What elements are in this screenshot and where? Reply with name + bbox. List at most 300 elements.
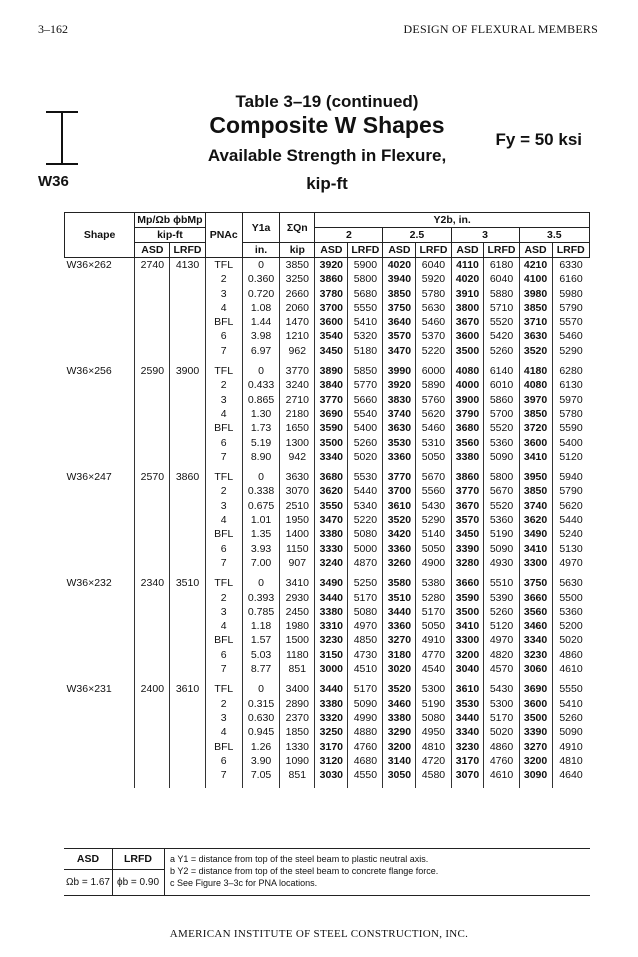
value-cell: 3570	[383, 329, 416, 343]
value-cell: 0.720	[242, 287, 279, 301]
pna-cell: BFL	[205, 527, 242, 541]
value-cell: 3410	[280, 576, 315, 590]
value-cell: 3670	[451, 499, 484, 513]
value-cell: 8.77	[242, 662, 279, 682]
pna-cell: 4	[205, 513, 242, 527]
pna-cell: 4	[205, 407, 242, 421]
value-cell: 3460	[383, 697, 416, 711]
value-cell: 6040	[416, 258, 451, 273]
value-cell: 5340	[348, 499, 383, 513]
value-cell: 5940	[552, 470, 589, 484]
legend-lrfd: LRFD	[112, 849, 165, 869]
value-cell: 4860	[484, 740, 519, 754]
header-sumqn: ΣQn	[280, 213, 315, 243]
value-cell: 4970	[348, 619, 383, 633]
value-cell: 3030	[315, 768, 348, 788]
value-cell: 3400	[280, 682, 315, 696]
value-cell: 1950	[280, 513, 315, 527]
value-cell: 5140	[416, 527, 451, 541]
table-row	[65, 272, 590, 286]
value-cell: 5310	[416, 436, 451, 450]
value-cell: 3520	[383, 682, 416, 696]
value-cell: 5090	[484, 542, 519, 556]
value-cell: 3860	[170, 470, 205, 484]
value-cell: 5520	[484, 499, 519, 513]
value-cell: 7.05	[242, 768, 279, 788]
pna-cell: 2	[205, 378, 242, 392]
value-cell: 5700	[484, 407, 519, 421]
value-cell: 3470	[315, 513, 348, 527]
value-cell: 5430	[416, 499, 451, 513]
pna-cell: 7	[205, 662, 242, 682]
value-cell: 4080	[519, 378, 552, 392]
value-cell	[135, 272, 170, 286]
value-cell	[135, 697, 170, 711]
value-cell: 4720	[416, 754, 451, 768]
value-cell: 3500	[519, 711, 552, 725]
table-row	[65, 499, 590, 513]
value-cell: 3990	[383, 364, 416, 378]
value-cell	[170, 499, 205, 513]
shape-cell	[65, 436, 135, 450]
value-cell: 5320	[348, 329, 383, 343]
value-cell: 2060	[280, 301, 315, 315]
value-cell: 3450	[451, 527, 484, 541]
value-cell: 0.338	[242, 484, 279, 498]
value-cell: 5360	[484, 436, 519, 450]
value-cell: 4810	[416, 740, 451, 754]
value-cell: 3330	[315, 542, 348, 556]
shape-cell	[65, 754, 135, 768]
table-row	[65, 754, 590, 768]
value-cell: 0	[242, 576, 279, 590]
table-label: Table 3–19 (continued)	[235, 92, 419, 111]
value-cell: 5190	[484, 527, 519, 541]
table-row	[65, 619, 590, 633]
value-cell: 3600	[451, 329, 484, 343]
value-cell: 5400	[348, 421, 383, 435]
value-cell: 3490	[519, 527, 552, 541]
value-cell: 2180	[280, 407, 315, 421]
value-cell: 4680	[348, 754, 383, 768]
value-cell: 0.433	[242, 378, 279, 392]
value-cell: 5760	[416, 393, 451, 407]
value-cell: 3360	[383, 619, 416, 633]
value-cell: 3460	[519, 619, 552, 633]
header-asd: ASD	[315, 243, 348, 258]
shape-cell	[65, 605, 135, 619]
value-cell: 3060	[519, 662, 552, 682]
shape-cell	[65, 499, 135, 513]
value-cell: 5090	[348, 697, 383, 711]
value-cell	[170, 287, 205, 301]
pna-cell: 3	[205, 287, 242, 301]
value-cell	[170, 407, 205, 421]
footnote-c: c See Figure 3–3c for PNA locations.	[170, 878, 318, 888]
value-cell: 3510	[170, 576, 205, 590]
value-cell: 5980	[552, 287, 589, 301]
value-cell: 0	[242, 258, 279, 273]
value-cell: 6330	[552, 258, 589, 273]
value-cell: 3950	[519, 470, 552, 484]
legend-asd: ASD	[64, 849, 113, 869]
value-cell: 5770	[348, 378, 383, 392]
value-cell: 3120	[315, 754, 348, 768]
table-row	[65, 393, 590, 407]
value-cell: 5300	[484, 697, 519, 711]
value-cell: 0	[242, 364, 279, 378]
value-cell: 5460	[552, 329, 589, 343]
running-head: DESIGN OF FLEXURAL MEMBERS	[403, 22, 598, 36]
table-row	[65, 301, 590, 315]
value-cell: 1850	[280, 725, 315, 739]
value-cell: 5780	[552, 407, 589, 421]
shape-cell	[65, 725, 135, 739]
value-cell: 5880	[484, 287, 519, 301]
value-cell: 3230	[315, 633, 348, 647]
pna-cell: 2	[205, 697, 242, 711]
shape-cell	[65, 556, 135, 576]
value-cell: 2400	[135, 682, 170, 696]
value-cell: 5280	[416, 591, 451, 605]
value-cell	[135, 725, 170, 739]
value-cell: 3170	[315, 740, 348, 754]
value-cell: 3690	[315, 407, 348, 421]
value-cell: 3530	[451, 697, 484, 711]
value-cell: 8.90	[242, 450, 279, 470]
value-cell: 3360	[383, 542, 416, 556]
value-cell	[170, 393, 205, 407]
header-y2-35: 3.5	[519, 228, 589, 243]
value-cell: 5390	[484, 591, 519, 605]
value-cell: 3680	[451, 421, 484, 435]
value-cell: 2590	[135, 364, 170, 378]
header-asd: ASD	[451, 243, 484, 258]
value-cell: 3630	[383, 421, 416, 435]
value-cell	[170, 421, 205, 435]
header-lrfd: LRFD	[552, 243, 589, 258]
header-in: in.	[242, 243, 279, 258]
value-cell: 3610	[451, 682, 484, 696]
value-cell: 4910	[552, 740, 589, 754]
value-cell	[170, 378, 205, 392]
table-row	[65, 484, 590, 498]
value-cell: 3620	[315, 484, 348, 498]
table-subtitle: Available Strength in Flexure,	[207, 146, 447, 165]
value-cell: 5530	[348, 470, 383, 484]
value-cell: 0	[242, 682, 279, 696]
value-cell	[170, 619, 205, 633]
value-cell: 5860	[484, 393, 519, 407]
table-row	[65, 633, 590, 647]
pna-cell: 6	[205, 754, 242, 768]
value-cell	[170, 768, 205, 788]
legend-phi: ϕb = 0.90	[112, 869, 165, 896]
value-cell: 1.08	[242, 301, 279, 315]
value-cell: 5920	[416, 272, 451, 286]
value-cell: 6280	[552, 364, 589, 378]
value-cell: 5460	[416, 421, 451, 435]
value-cell: 5570	[552, 315, 589, 329]
header-lrfd: LRFD	[484, 243, 519, 258]
value-cell: 5250	[348, 576, 383, 590]
publisher-footer: AMERICAN INSTITUTE OF STEEL CONSTRUCTION, INC.	[169, 928, 469, 940]
value-cell: 3240	[315, 556, 348, 576]
value-cell: 3440	[383, 605, 416, 619]
value-cell: 3380	[451, 450, 484, 470]
value-cell: 4510	[348, 662, 383, 682]
value-cell: 3660	[519, 591, 552, 605]
shape-cell	[65, 648, 135, 662]
value-cell: 3020	[383, 662, 416, 682]
value-cell: 3560	[451, 436, 484, 450]
shape-cell: W36×256	[66, 365, 112, 378]
value-cell: 3980	[519, 287, 552, 301]
value-cell: 1150	[280, 542, 315, 556]
value-cell: 3740	[519, 499, 552, 513]
value-cell: 851	[280, 662, 315, 682]
value-cell: 5790	[552, 301, 589, 315]
composite-strength-table	[64, 212, 590, 788]
value-cell: 3970	[519, 393, 552, 407]
value-cell: 0.945	[242, 725, 279, 739]
value-cell	[135, 421, 170, 435]
value-cell: 3200	[451, 648, 484, 662]
value-cell: 5090	[484, 450, 519, 470]
value-cell	[135, 556, 170, 576]
value-cell: 3900	[170, 364, 205, 378]
value-cell: 3050	[383, 768, 416, 788]
value-cell: 3200	[519, 754, 552, 768]
value-cell: 3320	[315, 711, 348, 725]
value-cell: 4850	[348, 633, 383, 647]
shape-cell	[65, 329, 135, 343]
value-cell	[135, 648, 170, 662]
value-cell: 5800	[348, 272, 383, 286]
value-cell: 3590	[315, 421, 348, 435]
value-cell: 2740	[135, 258, 170, 273]
value-cell	[135, 378, 170, 392]
value-cell	[170, 513, 205, 527]
value-cell: 1.18	[242, 619, 279, 633]
value-cell: 3340	[451, 725, 484, 739]
value-cell: 4970	[484, 633, 519, 647]
pna-cell: 4	[205, 725, 242, 739]
value-cell: 3850	[519, 301, 552, 315]
pna-cell: BFL	[205, 633, 242, 647]
value-cell: 3530	[383, 436, 416, 450]
pna-cell: TFL	[205, 682, 242, 696]
value-cell: 0.785	[242, 605, 279, 619]
value-cell: 4020	[451, 272, 484, 286]
value-cell	[135, 513, 170, 527]
value-cell: 0.675	[242, 499, 279, 513]
value-cell: 3390	[519, 725, 552, 739]
value-cell: 4610	[552, 662, 589, 682]
table-row	[65, 768, 590, 788]
shape-cell	[65, 301, 135, 315]
value-cell: 3380	[383, 711, 416, 725]
shape-cell	[65, 513, 135, 527]
shape-cell	[65, 527, 135, 541]
value-cell: 3850	[519, 407, 552, 421]
value-cell: 5790	[552, 484, 589, 498]
value-cell: 5290	[552, 344, 589, 364]
pna-cell: BFL	[205, 740, 242, 754]
shape-cell: W36×231	[66, 683, 112, 696]
value-cell: 5660	[348, 393, 383, 407]
value-cell: 3610	[383, 499, 416, 513]
table-row	[65, 605, 590, 619]
value-cell: 5550	[552, 682, 589, 696]
yield-strength: Fy = 50 ksi	[495, 130, 582, 149]
value-cell: 4080	[451, 364, 484, 378]
value-cell: 1.01	[242, 513, 279, 527]
value-cell: 1.35	[242, 527, 279, 541]
value-cell: 4760	[348, 740, 383, 754]
value-cell	[170, 591, 205, 605]
value-cell: 851	[280, 768, 315, 788]
value-cell: 2890	[280, 697, 315, 711]
header-y2-3: 3	[451, 228, 519, 243]
value-cell: 4970	[552, 556, 589, 576]
value-cell: 3300	[451, 633, 484, 647]
pna-cell: TFL	[205, 576, 242, 590]
value-cell: 3740	[383, 407, 416, 421]
value-cell: 3560	[519, 605, 552, 619]
value-cell: 4810	[552, 754, 589, 768]
value-cell: 3340	[519, 633, 552, 647]
value-cell: 5620	[552, 499, 589, 513]
value-cell: 4100	[519, 272, 552, 286]
value-cell: 1650	[280, 421, 315, 435]
value-cell: 5680	[348, 287, 383, 301]
value-cell: 4130	[170, 258, 205, 273]
value-cell	[170, 754, 205, 768]
value-cell: 6180	[484, 258, 519, 273]
value-cell: 3420	[383, 527, 416, 541]
value-cell: 3600	[315, 315, 348, 329]
value-cell: 3620	[519, 513, 552, 527]
value-cell: 4910	[416, 633, 451, 647]
value-cell: 4770	[416, 648, 451, 662]
value-cell: 3510	[383, 591, 416, 605]
value-cell	[135, 768, 170, 788]
value-cell: 5170	[416, 605, 451, 619]
value-cell: 3.93	[242, 542, 279, 556]
pna-cell: 2	[205, 272, 242, 286]
value-cell: 0.393	[242, 591, 279, 605]
value-cell: 0.360	[242, 272, 279, 286]
value-cell: 5360	[484, 513, 519, 527]
table-row	[65, 421, 590, 435]
header-kipft: kip-ft	[135, 228, 205, 243]
value-cell: 5080	[348, 605, 383, 619]
header-lrfd: LRFD	[348, 243, 383, 258]
value-cell: 6010	[484, 378, 519, 392]
value-cell: 3850	[280, 258, 315, 273]
value-cell: 4610	[484, 768, 519, 788]
shape-cell	[65, 697, 135, 711]
value-cell	[135, 527, 170, 541]
value-cell: 2570	[135, 470, 170, 484]
value-cell: 1.57	[242, 633, 279, 647]
value-cell: 3520	[519, 344, 552, 364]
shape-cell	[65, 287, 135, 301]
value-cell: 5050	[416, 542, 451, 556]
value-cell: 3770	[383, 470, 416, 484]
value-cell: 5.03	[242, 648, 279, 662]
value-cell	[135, 605, 170, 619]
value-cell: 4820	[484, 648, 519, 662]
value-cell: 5520	[484, 421, 519, 435]
value-cell	[170, 272, 205, 286]
value-cell: 5260	[348, 436, 383, 450]
unit-line: kip-ft	[306, 174, 348, 193]
shape-group-label: W36	[38, 173, 69, 190]
shape-cell	[65, 421, 135, 435]
value-cell: 3720	[519, 421, 552, 435]
value-cell	[170, 697, 205, 711]
value-cell: 3770	[315, 393, 348, 407]
value-cell: 5630	[416, 301, 451, 315]
value-cell: 3.98	[242, 329, 279, 343]
value-cell: 2660	[280, 287, 315, 301]
value-cell: 5850	[348, 364, 383, 378]
value-cell: 5560	[416, 484, 451, 498]
value-cell: 3270	[519, 740, 552, 754]
value-cell: 4210	[519, 258, 552, 273]
value-cell: 5590	[552, 421, 589, 435]
table-row	[65, 697, 590, 711]
value-cell: 3230	[451, 740, 484, 754]
value-cell: 3.90	[242, 754, 279, 768]
value-cell	[135, 619, 170, 633]
shape-cell	[65, 344, 135, 364]
value-cell: 5050	[416, 450, 451, 470]
value-cell: 5630	[552, 576, 589, 590]
pna-cell: TFL	[205, 470, 242, 484]
pna-cell: 3	[205, 499, 242, 513]
value-cell: 3340	[315, 450, 348, 470]
header-mp: Mp/Ωb ϕbMp	[135, 213, 205, 228]
shape-cell	[65, 711, 135, 725]
table-row	[65, 470, 590, 484]
value-cell: 3940	[383, 272, 416, 286]
value-cell	[135, 407, 170, 421]
pna-cell: 7	[205, 450, 242, 470]
value-cell	[135, 542, 170, 556]
value-cell: 5000	[348, 542, 383, 556]
value-cell: 4020	[383, 258, 416, 273]
value-cell	[170, 315, 205, 329]
value-cell: 5130	[552, 542, 589, 556]
value-cell: 1.30	[242, 407, 279, 421]
table-row	[65, 287, 590, 301]
header-lrfd: LRFD	[416, 243, 451, 258]
value-cell: 3090	[519, 768, 552, 788]
pna-cell: 7	[205, 344, 242, 364]
value-cell: 3500	[451, 344, 484, 364]
pna-cell: 7	[205, 768, 242, 788]
pna-cell: 6	[205, 329, 242, 343]
value-cell: 5670	[484, 484, 519, 498]
value-cell: 3890	[315, 364, 348, 378]
shape-cell	[65, 450, 135, 470]
value-cell: 1330	[280, 740, 315, 754]
header-shape: Shape	[65, 213, 135, 258]
value-cell: 6000	[416, 364, 451, 378]
